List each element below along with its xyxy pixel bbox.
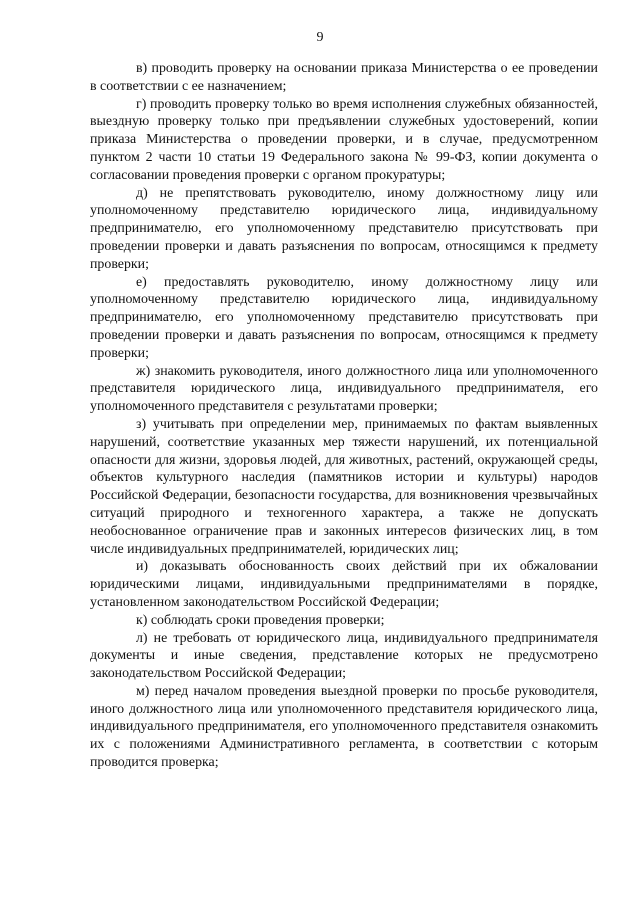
paragraph-e: е) предоставлять руководителю, иному должностному лицу или уполномоченному представителю юридического лица, индивидуальному предпринимателю, его уполномоченному представителю присутствовать при проведении проверки и давать разъяснения по вопросам, относящимся к предмету проверки; [90,274,598,361]
paragraph-k: к) соблюдать сроки проведения проверки; [136,612,385,628]
paragraph-m: м) перед началом проведения выездной проверки по просьбе руководителя, иного должностного лица или уполномоченного представителя юридического лица, индивидуального предпринимателя, его уполномоченного представителя ознакомить их с положениями Административного регламента, в соответствии с которым проводится проверка; [90,683,598,771]
page-number: 9 [316,30,324,45]
document-body [90,60,598,772]
paragraph-i: и) доказывать обоснованность своих действий при их обжаловании юридическими лицами, индивидуальными предпринимателями в порядке, установленном законодательством Российской Федерации; [90,559,598,610]
paragraph-v: в) проводить проверку на основании приказа Министерства о ее проведении в соответствии с ее назначением; [90,61,598,94]
paragraph-z: з) учитывать при определении мер, принимаемых по фактам выявленных нарушений, соответствие указанных мер тяжести нарушений, их потенциальной опасности для жизни, здоровья людей, для животных, растений, окружающей среды, объектов культурного наследия (памятников истории и культуры) народов Российской Федерации, безопасности государства, для возникновения чрезвычайных ситуаций природного и техногенного характера, а также не допускать необоснованное ограничение прав и законных интересов физических лиц, в том числе индивидуальных предпринимателей, юридических лиц; [90,416,598,557]
paragraph-zh: ж) знакомить руководителя, иного должностного лица или уполномоченного представителя юридического лица, индивидуального предпринимателя, его уполномоченного представителя с результатами проверки; [90,363,598,415]
paragraph-g: г) проводить проверку только во время исполнения служебных обязанностей, выездную проверку только при предъявлении служебных удостоверений, копии приказа Министерства о проведении проверки, и в случае, предусмотренном пунктом 2 части 10 статьи 19 Федерального закона № 99-ФЗ, копии документа о согласовании проведения проверки с органом прокуратуры; [90,96,598,183]
paragraph-d: д) не препятствовать руководителю, иному должностному лицу или уполномоченному представителю юридического лица, индивидуальному предпринимателю, его уполномоченному представителю присутствовать при проведении проверки и давать разъяснения по вопросам, относящимся к предмету проверки; [90,185,598,272]
paragraph-l: л) не требовать от юридического лица, индивидуального предпринимателя документы и иные сведения, представление которых не предусмотрено законодательством Российской Федерации; [90,630,598,682]
